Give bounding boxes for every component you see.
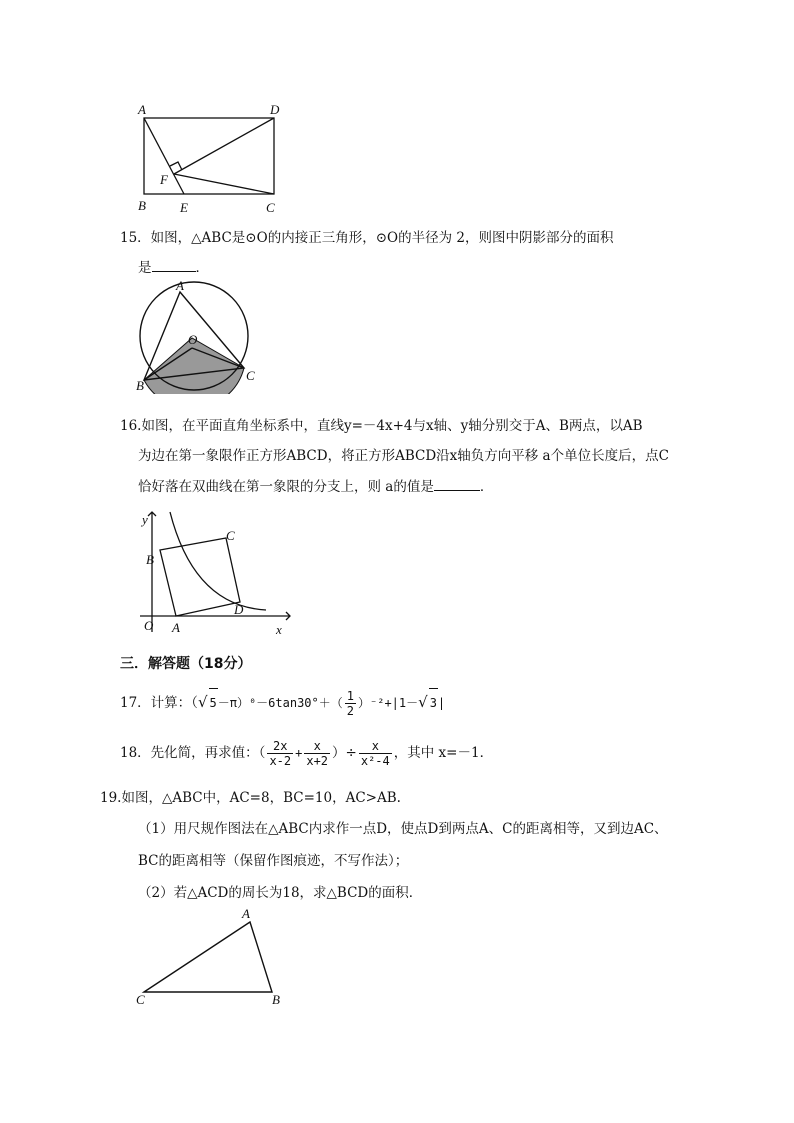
section-heading: 三．解答题（18分）: [120, 656, 252, 672]
q17-frac-den: 2: [346, 704, 354, 718]
q18-f2-den: x+2: [306, 754, 329, 768]
label-y: y: [142, 512, 148, 527]
q18-f1-num: 2x: [267, 739, 293, 754]
q16-line1: 16.如图，在平面直角坐标系中，直线y=－4x+4与x轴、y轴分别交于A、B两点，以AB: [120, 418, 643, 434]
label-b: B: [136, 378, 144, 393]
q17-line: [120, 688, 445, 716]
q17-prefix: 17．计算：（: [120, 695, 198, 711]
q17-fraction: [345, 689, 356, 718]
q18-suffix: ，其中 x=－1．: [393, 745, 494, 761]
q18-fraction-1: [267, 739, 293, 768]
label-b: B: [146, 552, 154, 567]
q18-f1-den: x-2: [269, 754, 292, 768]
q18-line: [120, 736, 493, 770]
right-angle-mark: [170, 162, 182, 170]
label-c: C: [246, 368, 255, 383]
q18-plus: +: [295, 746, 303, 760]
q18-f3-num: x: [359, 739, 392, 754]
q19-line3: BC的距离相等（保留作图痕迹，不写作法）；: [138, 853, 409, 869]
segment-df: [174, 118, 274, 174]
segment-fc: [174, 174, 274, 194]
q16-line3-prefix: 恰好落在双曲线在第一象限的分支上，则 a的值是: [138, 479, 434, 495]
q17-part2: ）⁻²+|1－: [358, 696, 419, 710]
q15-line1: 15．如图，△ABC是⊙O的内接正三角形，⊙O的半径为 2，则图中阴影部分的面积: [120, 230, 614, 246]
q16-line3: [138, 478, 493, 496]
radical-sign: √: [418, 693, 428, 711]
label-c: C: [266, 200, 275, 215]
q15-line2: [138, 259, 209, 277]
label-a: A: [172, 620, 180, 635]
q17-part1: －π）⁰－6tan30°＋（: [217, 696, 343, 710]
q16-answer-blank: [434, 478, 480, 491]
q18-f2-num: x: [304, 739, 330, 754]
q17-frac-num: 1: [346, 689, 354, 703]
label-x: x: [276, 622, 282, 637]
triangle-abc: [144, 922, 272, 992]
figure-coordinate-square: [136, 506, 296, 638]
label-b: B: [138, 198, 146, 213]
q15-answer-blank: [152, 259, 196, 272]
label-c: C: [136, 992, 145, 1007]
label-o: O: [188, 332, 198, 347]
label-b: B: [272, 992, 280, 1007]
q17-suffix: |: [437, 696, 446, 710]
q18-div: ）÷: [332, 745, 357, 761]
label-a: A: [176, 278, 184, 293]
q16-line2: 为边在第一象限作正方形ABCD，将正方形ABCD沿x轴负方向平移 a个单位长度后，点C: [138, 448, 669, 464]
label-a: A: [138, 102, 146, 117]
figure-triangle-abc: [132, 906, 292, 1008]
label-d: D: [234, 602, 244, 617]
label-o: O: [144, 618, 154, 633]
label-e: E: [180, 200, 188, 215]
label-c: C: [226, 528, 235, 543]
q18-prefix: 18．先化简，再求值：（: [120, 745, 266, 761]
q19-line2: （1）用尺规作图法在△ABC内求作一点D，使点D到两点A、C的距离相等，又到边AC、: [138, 821, 668, 837]
q18-f3-den: x²-4: [360, 754, 390, 768]
q15-line2-suffix: ．: [195, 260, 209, 276]
q17-sqrt3: 3: [429, 688, 438, 717]
q16-line3-suffix: ．: [479, 479, 494, 495]
label-d: D: [270, 102, 280, 117]
figure-rectangle-abcd: [130, 100, 290, 218]
q19-line1: 19.如图，△ABC中，AC=8，BC=10，AC>AB.: [100, 790, 401, 806]
q19-line4: （2）若△ACD的周长为18，求△BCD的面积．: [138, 885, 423, 901]
label-f: F: [160, 172, 168, 187]
q17-sqrt5: 5: [209, 688, 218, 717]
q18-fraction-3: [359, 739, 392, 768]
q15-line2-prefix: 是: [138, 260, 152, 276]
figure-circle-triangle: [132, 278, 264, 394]
hyperbola: [170, 512, 266, 610]
q18-fraction-2: [304, 739, 330, 768]
label-a: A: [242, 906, 250, 921]
radical-sign: √: [197, 693, 208, 711]
